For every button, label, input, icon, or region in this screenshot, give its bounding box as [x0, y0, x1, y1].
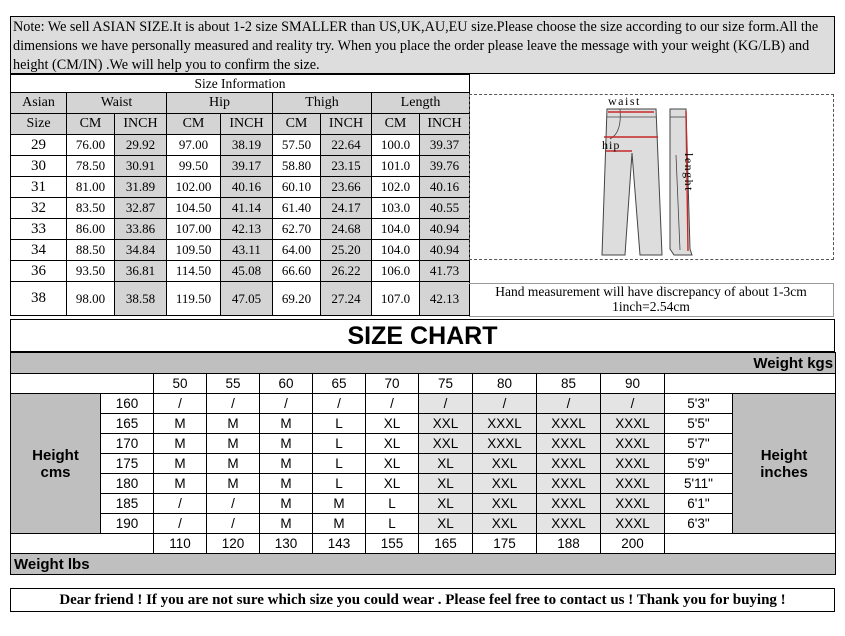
cm-header: CM [67, 114, 115, 135]
measurement-cell: 58.80 [273, 156, 321, 177]
measurement-cell: 102.0 [372, 177, 420, 198]
weight-lb-cell: 188 [537, 534, 601, 554]
size-cell: XL [366, 414, 419, 434]
inch-conversion-text: 1inch=2.54cm [612, 299, 690, 314]
waist-header: Waist [67, 93, 167, 114]
measurement-cell: 103.0 [372, 198, 420, 219]
size-cell: XL [366, 454, 419, 474]
measurement-cell: 40.16 [420, 177, 470, 198]
size-cell: XXXL [601, 414, 665, 434]
measurement-cell: 38.19 [221, 135, 273, 156]
height-inch-cell: 6'3" [665, 514, 733, 534]
asian-size-cell: 32 [11, 198, 67, 219]
thigh-header: Thigh [273, 93, 372, 114]
measurement-cell: 22.64 [321, 135, 372, 156]
measurement-cell: 98.00 [67, 282, 115, 316]
size-cell: M [207, 414, 260, 434]
height-inch-cell: 5'3" [665, 394, 733, 414]
measurement-cell: 97.00 [167, 135, 221, 156]
size-cell: L [313, 454, 366, 474]
weight-lb-cell: 110 [154, 534, 207, 554]
inch-header: INCH [321, 114, 372, 135]
measurement-cell: 39.37 [420, 135, 470, 156]
measurement-cell: 57.50 [273, 135, 321, 156]
weight-lb-cell: 143 [313, 534, 366, 554]
hand-measurement-note [469, 283, 834, 317]
measurement-cell: 62.70 [273, 219, 321, 240]
weight-lbs-label: Weight lbs [11, 554, 836, 575]
weight-kg-cell: 80 [473, 374, 537, 394]
measurement-cell: 61.40 [273, 198, 321, 219]
weight-kg-cell: 90 [601, 374, 665, 394]
height-cms-line1: Height [32, 446, 79, 464]
size-cell: XXXL [601, 454, 665, 474]
measurement-cell: 26.22 [321, 261, 372, 282]
measurement-cell: 31.89 [115, 177, 167, 198]
size-cell: / [154, 394, 207, 414]
measurement-cell: 88.50 [67, 240, 115, 261]
blank-cell [665, 534, 836, 554]
size-cell: XXL [419, 414, 473, 434]
measurement-cell: 78.50 [67, 156, 115, 177]
height-cms-line2: cms [40, 463, 71, 481]
measurement-cell: 34.84 [115, 240, 167, 261]
size-cell: XXL [473, 454, 537, 474]
height-cm-cell: 185 [101, 494, 154, 514]
measurement-cell: 27.24 [321, 282, 372, 316]
size-cell: M [313, 514, 366, 534]
size-note: Note: We sell ASIAN SIZE.It is about 1-2 size SMALLER than US,UK,AU,EU size.Please choose the size according to our size form.All the dimensions we have personally measured and reality try. When you place the order please leave the message with your weight (KG/LB) and height (CM/IN) .We will help you to confirm the size. [10, 16, 835, 74]
size-chart-title: SIZE CHART [10, 319, 835, 352]
height-inch-cell: 5'5" [665, 414, 733, 434]
weight-kg-cell: 70 [366, 374, 419, 394]
size-cell: XXL [473, 474, 537, 494]
length-header: Length [372, 93, 470, 114]
measurement-cell: 23.66 [321, 177, 372, 198]
weight-lb-cell: 130 [260, 534, 313, 554]
inch-header: INCH [420, 114, 470, 135]
size-cell: M [260, 474, 313, 494]
weight-lb-cell: 120 [207, 534, 260, 554]
measurement-cell: 24.17 [321, 198, 372, 219]
measurement-cell: 23.15 [321, 156, 372, 177]
measurement-cell: 83.50 [67, 198, 115, 219]
size-cell: M [207, 454, 260, 474]
weight-kgs-label: Weight kgs [11, 353, 836, 374]
measurement-cell: 43.11 [221, 240, 273, 261]
height-cms-label [11, 394, 101, 534]
measurement-cell: 69.20 [273, 282, 321, 316]
measurement-cell: 39.76 [420, 156, 470, 177]
asian-size-cell: 34 [11, 240, 67, 261]
measurement-cell: 40.94 [420, 219, 470, 240]
measurement-cell: 93.50 [67, 261, 115, 282]
asian-size-cell: 38 [11, 282, 67, 316]
height-cm-cell: 170 [101, 434, 154, 454]
size-cell: XXL [473, 514, 537, 534]
weight-lb-cell: 165 [419, 534, 473, 554]
size-cell: XL [419, 514, 473, 534]
size-cell: XXXL [537, 514, 601, 534]
hip-header: Hip [167, 93, 273, 114]
size-cell: M [154, 434, 207, 454]
height-cm-cell: 190 [101, 514, 154, 534]
size-cell: M [207, 474, 260, 494]
size-cell: M [260, 494, 313, 514]
discrepancy-text: Hand measurement will have discrepancy of about 1-3cm [495, 284, 807, 299]
measurement-cell: 41.73 [420, 261, 470, 282]
weight-kg-cell: 75 [419, 374, 473, 394]
inch-header: INCH [221, 114, 273, 135]
size-cell: / [313, 394, 366, 414]
size-cell: XXXL [601, 514, 665, 534]
measurement-cell: 107.00 [167, 219, 221, 240]
size-cell: M [154, 454, 207, 474]
pants-illustration [470, 95, 833, 259]
weight-kg-cell: 55 [207, 374, 260, 394]
size-cell: XL [419, 474, 473, 494]
measurement-cell: 40.94 [420, 240, 470, 261]
size-information-table [10, 74, 470, 316]
size-cell: L [366, 494, 419, 514]
height-inch-cell: 5'7" [665, 434, 733, 454]
measurement-cell: 81.00 [67, 177, 115, 198]
measurement-cell: 106.0 [372, 261, 420, 282]
size-cell: L [366, 514, 419, 534]
size-cell: XL [419, 494, 473, 514]
size-cell: XXXL [473, 414, 537, 434]
inch-header: INCH [115, 114, 167, 135]
measurement-cell: 107.0 [372, 282, 420, 316]
weight-lb-cell: 200 [601, 534, 665, 554]
size-cell: M [154, 414, 207, 434]
size-cell: / [366, 394, 419, 414]
measurement-cell: 42.13 [420, 282, 470, 316]
measurement-cell: 42.13 [221, 219, 273, 240]
weight-kg-cell: 50 [154, 374, 207, 394]
asian-size-cell: 31 [11, 177, 67, 198]
size-cell: M [154, 474, 207, 494]
measurement-cell: 104.0 [372, 240, 420, 261]
size-cell: XXXL [601, 494, 665, 514]
size-cell: XXXL [537, 454, 601, 474]
size-cell: / [260, 394, 313, 414]
size-cell: L [313, 414, 366, 434]
height-cm-cell: 175 [101, 454, 154, 474]
height-cm-cell: 165 [101, 414, 154, 434]
height-inch-cell: 6'1" [665, 494, 733, 514]
cm-header: CM [372, 114, 420, 135]
measurement-cell: 66.60 [273, 261, 321, 282]
measurement-cell: 39.17 [221, 156, 273, 177]
pants-diagram [469, 94, 834, 260]
size-cell: M [260, 514, 313, 534]
height-inches-line2: inches [760, 463, 808, 481]
measurement-cell: 29.92 [115, 135, 167, 156]
measurement-cell: 45.08 [221, 261, 273, 282]
size-cell: XXL [419, 434, 473, 454]
measurement-cell: 24.68 [321, 219, 372, 240]
measurement-cell: 104.0 [372, 219, 420, 240]
asian-size-cell: 30 [11, 156, 67, 177]
size-cell: / [207, 494, 260, 514]
measurement-cell: 33.86 [115, 219, 167, 240]
height-inches-line1: Height [760, 446, 808, 464]
weight-kg-cell: 85 [537, 374, 601, 394]
measurement-cell: 101.0 [372, 156, 420, 177]
asian-header: Asian [11, 93, 67, 114]
blank-cell [665, 374, 836, 394]
size-cell: XXXL [601, 474, 665, 494]
size-cell: / [473, 394, 537, 414]
measurement-cell: 114.50 [167, 261, 221, 282]
measurement-cell: 30.91 [115, 156, 167, 177]
measurement-cell: 60.10 [273, 177, 321, 198]
asian-size-cell: 36 [11, 261, 67, 282]
measurement-cell: 36.81 [115, 261, 167, 282]
size-cell: M [207, 434, 260, 454]
size-cell: / [207, 514, 260, 534]
size-cell: XXXL [601, 434, 665, 454]
size-cell: / [207, 394, 260, 414]
size-cell: / [154, 514, 207, 534]
measurement-cell: 76.00 [67, 135, 115, 156]
size-cell: M [260, 414, 313, 434]
asian-size-cell: 33 [11, 219, 67, 240]
height-cm-cell: 160 [101, 394, 154, 414]
size-cell: M [313, 494, 366, 514]
blank-cell [11, 374, 154, 394]
measurement-cell: 38.58 [115, 282, 167, 316]
weight-lb-cell: 155 [366, 534, 419, 554]
size-cell: XL [366, 434, 419, 454]
measurement-cell: 32.87 [115, 198, 167, 219]
size-cell: L [313, 434, 366, 454]
length-label: lenght [682, 153, 696, 192]
size-cell: XXXL [537, 494, 601, 514]
measurement-cell: 104.50 [167, 198, 221, 219]
size-cell: XXXL [537, 474, 601, 494]
measurement-cell: 64.00 [273, 240, 321, 261]
weight-kg-cell: 65 [313, 374, 366, 394]
size-cell: / [154, 494, 207, 514]
size-cell: XL [366, 474, 419, 494]
size-cell: XXL [473, 494, 537, 514]
size-cell: M [260, 434, 313, 454]
height-inch-cell: 5'9" [665, 454, 733, 474]
measurement-cell: 109.50 [167, 240, 221, 261]
asian-size-cell: 29 [11, 135, 67, 156]
weight-lb-cell: 175 [473, 534, 537, 554]
measurement-cell: 25.20 [321, 240, 372, 261]
size-cell: L [313, 474, 366, 494]
measurement-cell: 99.50 [167, 156, 221, 177]
measurement-cell: 47.05 [221, 282, 273, 316]
measurement-cell: 41.14 [221, 198, 273, 219]
height-inch-cell: 5'11" [665, 474, 733, 494]
size-cell: XXXL [473, 434, 537, 454]
size-info-title: Size Information [11, 75, 470, 93]
measurement-cell: 119.50 [167, 282, 221, 316]
cm-header: CM [167, 114, 221, 135]
size-cell: XL [419, 454, 473, 474]
hip-label: hip [602, 138, 621, 152]
measurement-cell: 40.16 [221, 177, 273, 198]
measurement-cell: 102.00 [167, 177, 221, 198]
size-cell: M [260, 454, 313, 474]
size-chart-table [10, 352, 836, 575]
waist-label: waist [608, 95, 641, 108]
measurement-cell: 86.00 [67, 219, 115, 240]
measurement-cell: 40.55 [420, 198, 470, 219]
cm-header: CM [273, 114, 321, 135]
size-cell: / [601, 394, 665, 414]
size-cell: / [419, 394, 473, 414]
measurement-cell: 100.0 [372, 135, 420, 156]
footer-message: Dear friend ! If you are not sure which size you could wear . Please feel free to contact us ! Thank you for buying ! [10, 588, 835, 612]
size-cell: / [537, 394, 601, 414]
size-header: Size [11, 114, 67, 135]
size-cell: XXXL [537, 434, 601, 454]
height-cm-cell: 180 [101, 474, 154, 494]
size-cell: XXXL [537, 414, 601, 434]
weight-kg-cell: 60 [260, 374, 313, 394]
blank-cell [11, 534, 154, 554]
height-inches-label [733, 394, 836, 534]
